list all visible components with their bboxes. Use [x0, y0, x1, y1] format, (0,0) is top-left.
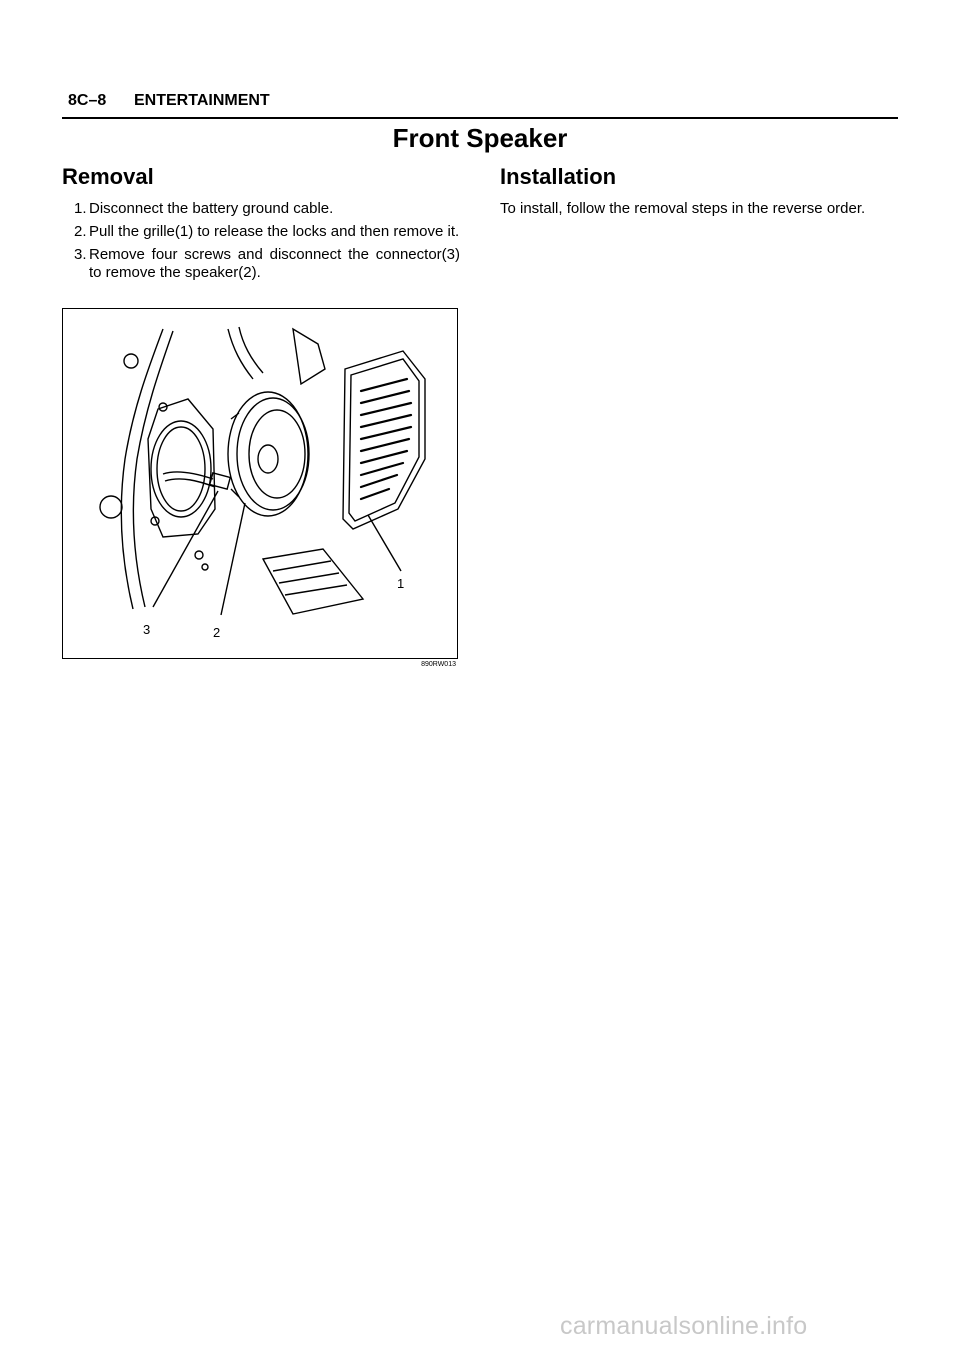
grille-slots: [361, 379, 411, 499]
step-number: 1.: [74, 200, 87, 218]
callout-2: 2: [213, 625, 221, 640]
step-item: [62, 200, 460, 218]
page-code: 8C–8: [68, 92, 107, 109]
page-header: [62, 91, 898, 119]
installation-heading: Installation: [500, 164, 617, 189]
removal-heading: Removal: [62, 164, 154, 189]
step-number: 3.: [74, 246, 87, 264]
removal-steps: [62, 200, 460, 282]
removal-section: [62, 164, 460, 287]
installation-text: To install, follow the removal steps in the reverse order.: [500, 200, 866, 218]
callout-1: 1: [397, 576, 405, 591]
page-title: Front Speaker: [392, 123, 568, 153]
step-text: Disconnect the battery ground cable.: [89, 200, 334, 218]
step-text: Remove four screws and disconnect the connector(3) to remove the speaker(2).: [89, 246, 460, 282]
section-title: ENTERTAINMENT: [134, 92, 270, 109]
speaker-drawing: [63, 309, 457, 658]
figure-id: 890RW013: [421, 661, 456, 668]
callout-3: 3: [143, 622, 151, 637]
installation-section: [500, 164, 900, 218]
step-number: 2.: [74, 223, 87, 241]
speaker-illustration: [62, 308, 458, 659]
step-item: [62, 246, 460, 282]
watermark: carmanualsonline.info: [560, 1312, 808, 1340]
step-item: [62, 223, 460, 241]
step-text: Pull the grille(1) to release the locks and then remove it.: [89, 223, 460, 241]
